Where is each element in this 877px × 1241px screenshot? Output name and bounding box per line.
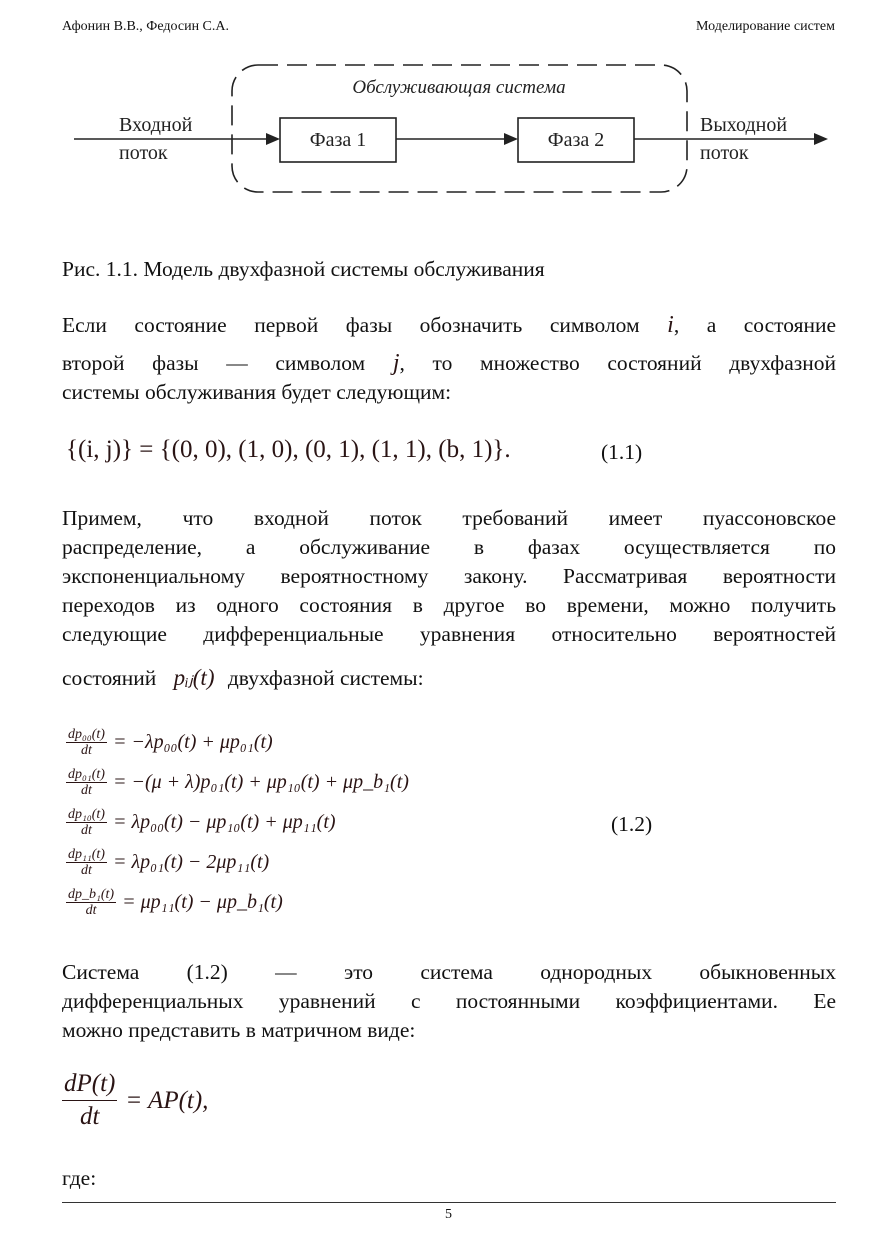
para2-last-line (62, 663, 424, 693)
para1-line2-a: второй фазы — символом (62, 351, 366, 375)
equation-rhs: = −(μ + λ)p₀₁(t) + μp₁₀(t) + μp_b₁(t) (112, 770, 409, 793)
derivative-fraction: $\frac{\text{dp₀₁(t)}}{dt}$ (68, 766, 105, 798)
system-label: Обслуживающая система (352, 77, 566, 98)
symbol-i: i (667, 312, 674, 338)
derivative-fraction: $\frac{\text{dp₁₁(t)}}{dt}$ (68, 846, 105, 878)
para1-line1 (62, 311, 836, 340)
para2-line: экспоненциальному вероятностному закону. Рассматривая вероятности (62, 564, 836, 588)
figure-caption: Рис. 1.1. Модель двухфазной системы обслуживания (62, 257, 545, 281)
equation-matrix-form (62, 1068, 208, 1133)
where-label: где: (62, 1166, 97, 1190)
derivative-fraction: $\frac{\text{dp₀₀(t)}}{dt}$ (68, 726, 105, 758)
para1-line2-b: , то множество состояний двухфазной (399, 351, 836, 375)
equation-row (66, 802, 409, 842)
para2-line: Примем, что входной поток требований имеет пуассоновское (62, 506, 836, 530)
equation-rhs: = λp₀₁(t) − 2μp₁₁(t) (112, 850, 270, 873)
equation-row (66, 842, 409, 882)
phase2-label: Фаза 2 (547, 129, 605, 151)
para2-line: переходов из одного состояния в другое во времени, можно получить (62, 593, 836, 617)
equation-1-1-number: (1.1) (601, 440, 643, 464)
derivative-fraction: $\frac{dP(t)}{dt}$ (64, 1070, 116, 1130)
footer-rule (62, 1202, 836, 1203)
input-label-2: поток (119, 142, 168, 164)
para1-line3: системы обслуживания будет следующим: (62, 380, 452, 404)
equation-rhs: = λp₀₀(t) − μp₁₀(t) + μp₁₁(t) (112, 810, 336, 833)
para1-line1-a: Если состояние первой фазы обозначить символом (62, 313, 640, 337)
para2 (62, 504, 836, 649)
para3-line: Система (1.2) — это система однородных обыкновенных (62, 960, 836, 984)
equation-rhs: = AP(t), (125, 1086, 209, 1114)
header-title: Моделирование систем (696, 19, 835, 34)
symbol-j: j (392, 350, 400, 376)
para3-line: можно представить в матричном виде: (62, 1018, 416, 1042)
derivative-fraction: $\frac{\text{dp₁₀(t)}}{dt}$ (68, 806, 105, 838)
para2-last-a: состояний (62, 666, 157, 690)
equation-system-1-2 (66, 722, 409, 922)
equation-row (66, 882, 409, 922)
para1-line2 (62, 349, 836, 378)
input-label-1: Входной (119, 114, 193, 136)
para1-line1-b: , а состояние (673, 313, 837, 337)
service-system-diagram (62, 55, 842, 205)
equation-rhs: = μp₁₁(t) − μp_b₁(t) (122, 890, 283, 913)
output-label-1: Выходной (700, 114, 788, 136)
equation-1-1: {(i, j)} = {(0, 0), (1, 0), (0, 1), (1, 1), (b, 1)}. (66, 436, 511, 463)
derivative-fraction: $\frac{\text{dp\_b₁(t)}}{dt}$ (68, 886, 115, 918)
para2-line: распределение, а обслуживание в фазах осуществляется по (62, 535, 836, 559)
output-label-2: поток (700, 142, 749, 164)
page-number: 5 (445, 1207, 452, 1222)
equation-rhs: = −λp₀₀(t) + μp₀₁(t) (112, 730, 273, 753)
equation-row (66, 722, 409, 762)
para2-last-b: двухфазной системы: (227, 666, 424, 690)
para3 (62, 958, 836, 1045)
equation-row (66, 762, 409, 802)
para3-line: дифференциальных уравнений с постоянными коэффициентами. Ее (62, 989, 836, 1013)
equation-1-2-number: (1.2) (611, 812, 653, 836)
header-authors: Афонин В.В., Федосин С.А. (62, 19, 230, 34)
phase1-label: Фаза 1 (309, 129, 367, 151)
symbol-pij: pᵢⱼ(t) (173, 665, 215, 690)
para2-line: следующие дифференциальные уравнения относительно вероятностей (62, 622, 836, 646)
